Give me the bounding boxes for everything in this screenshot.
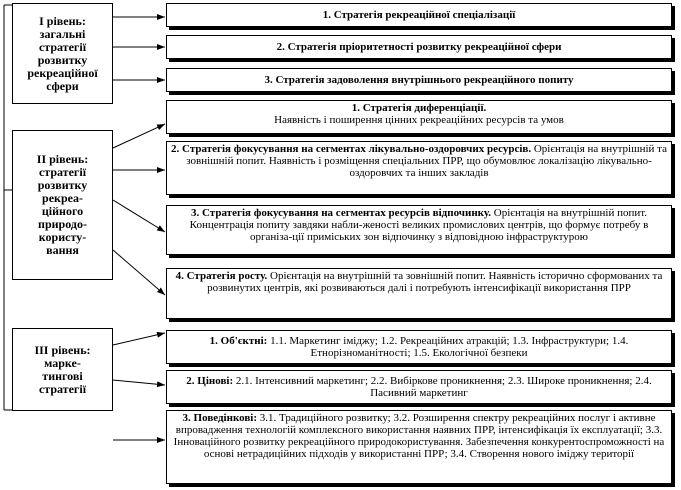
strategy-description: Наявність і поширення цінних рекреаційних ресурсів та умов bbox=[274, 114, 564, 126]
strategy-description: 1.1. Маркетинг іміджу; 1.2. Рекреаційних атракцій; 1.3. Інфраструктури; 1.4. Етнорізноманітності; 1.5. Екологічної безпеки bbox=[267, 335, 629, 359]
strategy-description: Орієнтація на внутрішній та зовнішній попит. Наявність і розміщення спеціальних ПРР, що обумовлює локалізацію лікувально-оздоровчих та інших закладів bbox=[186, 143, 667, 179]
arrow-l3-1 bbox=[113, 333, 165, 345]
level-1-line: I рівень: bbox=[39, 13, 86, 28]
strategy-title: 2. Стратегія пріоритетності розвитку рекреаційної сфери bbox=[276, 41, 562, 53]
level-2-line: рекреа- bbox=[42, 191, 83, 205]
strategy-title: 3. Стратегія задоволення внутрішнього рекреаційного попиту bbox=[264, 74, 574, 86]
level-3-strategy-2 bbox=[166, 370, 672, 404]
strategy-title: 1. Стратегія рекреаційної спеціалізації bbox=[322, 9, 516, 21]
level-1-box bbox=[12, 3, 113, 104]
strategy-title: 4. Стратегія росту. bbox=[175, 270, 268, 282]
level-3-line: марке- bbox=[44, 355, 81, 370]
strategy-description: Орієнтація на внутрішній та зовнішній попит. Наявність історично сформованих та розвинутих центрів, які розвиваються далі і потребують інтенсифікації використання ПРР bbox=[207, 270, 663, 294]
strategy-title: 2. Цінові: bbox=[186, 375, 234, 387]
level-2-strategy-3 bbox=[166, 205, 672, 255]
strategy-description: Орієнтація на внутрішній попит. Концентрація попиту завдяки набли-женості великих промислових центрів, що формує потребу в організа-ції приміських зон відпочинку з відповідною інфраструктурою bbox=[189, 207, 649, 243]
level-1-line: рекреаційної bbox=[27, 65, 98, 80]
strategy-title: 1. Стратегія диференціації. bbox=[351, 102, 487, 114]
level-2-line: користу- bbox=[38, 230, 87, 244]
strategy-title: 3. Поведінкові: bbox=[182, 412, 258, 424]
level-1-strategy-2 bbox=[166, 35, 672, 59]
level-3-box bbox=[12, 328, 113, 411]
level-1-strategy-1 bbox=[166, 3, 672, 27]
strategy-title: 1. Об'єктні: bbox=[209, 335, 268, 347]
level-1-line: стратегії bbox=[38, 39, 87, 54]
strategy-title: 2. Стратегія фокусування на сегментах лікувально-оздоровчих ресурсів. bbox=[171, 143, 532, 155]
level-2-line: природо- bbox=[38, 217, 87, 231]
level-3-line: III рівень: bbox=[34, 342, 91, 357]
arrow-l2-3 bbox=[113, 200, 165, 232]
level-2-strategy-1 bbox=[166, 100, 672, 134]
strategy-description: 2.1. Інтенсивний маркетинг; 2.2. Вибіркове проникнення; 2.3. Широке проникнення; 2.4. Пасивний маркетинг bbox=[233, 375, 652, 399]
level-1-line: загальні bbox=[39, 26, 86, 41]
strategy-title: 3. Стратегія фокусування на сегментах ресурсів відпочинку. bbox=[191, 207, 491, 219]
level-3-strategy-1 bbox=[166, 330, 672, 364]
arrow-l3-2 bbox=[113, 380, 165, 385]
level-2-strategy-2 bbox=[166, 141, 672, 195]
level-2-line: ційного bbox=[41, 204, 84, 218]
level-2-strategy-4 bbox=[166, 268, 672, 319]
level-2-line: стратегії bbox=[38, 165, 87, 179]
level-1-strategy-3 bbox=[166, 68, 672, 92]
level-3-line: стратегії bbox=[38, 381, 87, 396]
level-2-line: II рівень: bbox=[36, 152, 89, 166]
level-2-line: розвитку bbox=[37, 178, 88, 192]
level-2-line: вання bbox=[46, 243, 79, 257]
level-3-line: тингові bbox=[42, 368, 83, 383]
level-3-strategy-3 bbox=[166, 410, 672, 484]
arrow-l2-4 bbox=[113, 250, 165, 295]
level-1-line: сфери bbox=[46, 78, 79, 93]
arrow-l2-1 bbox=[113, 124, 165, 148]
level-2-box bbox=[12, 130, 113, 280]
strategy-description: 3.1. Традиційного розвитку; 3.2. Розширення спектру рекреаційних послуг і активне впровадження технологій комплексного використання наявних ПРР, інтенсифікація їх експлуатації; 3.3. Інноваційного розвитку рекреаційного природокористування. Забезпечення конкурентоспроможності на основі нетрадиційних підходів у використанні ПРР; 3.4. Створення нового іміджу території bbox=[173, 412, 665, 460]
level-1-line: розвитку bbox=[37, 52, 88, 67]
